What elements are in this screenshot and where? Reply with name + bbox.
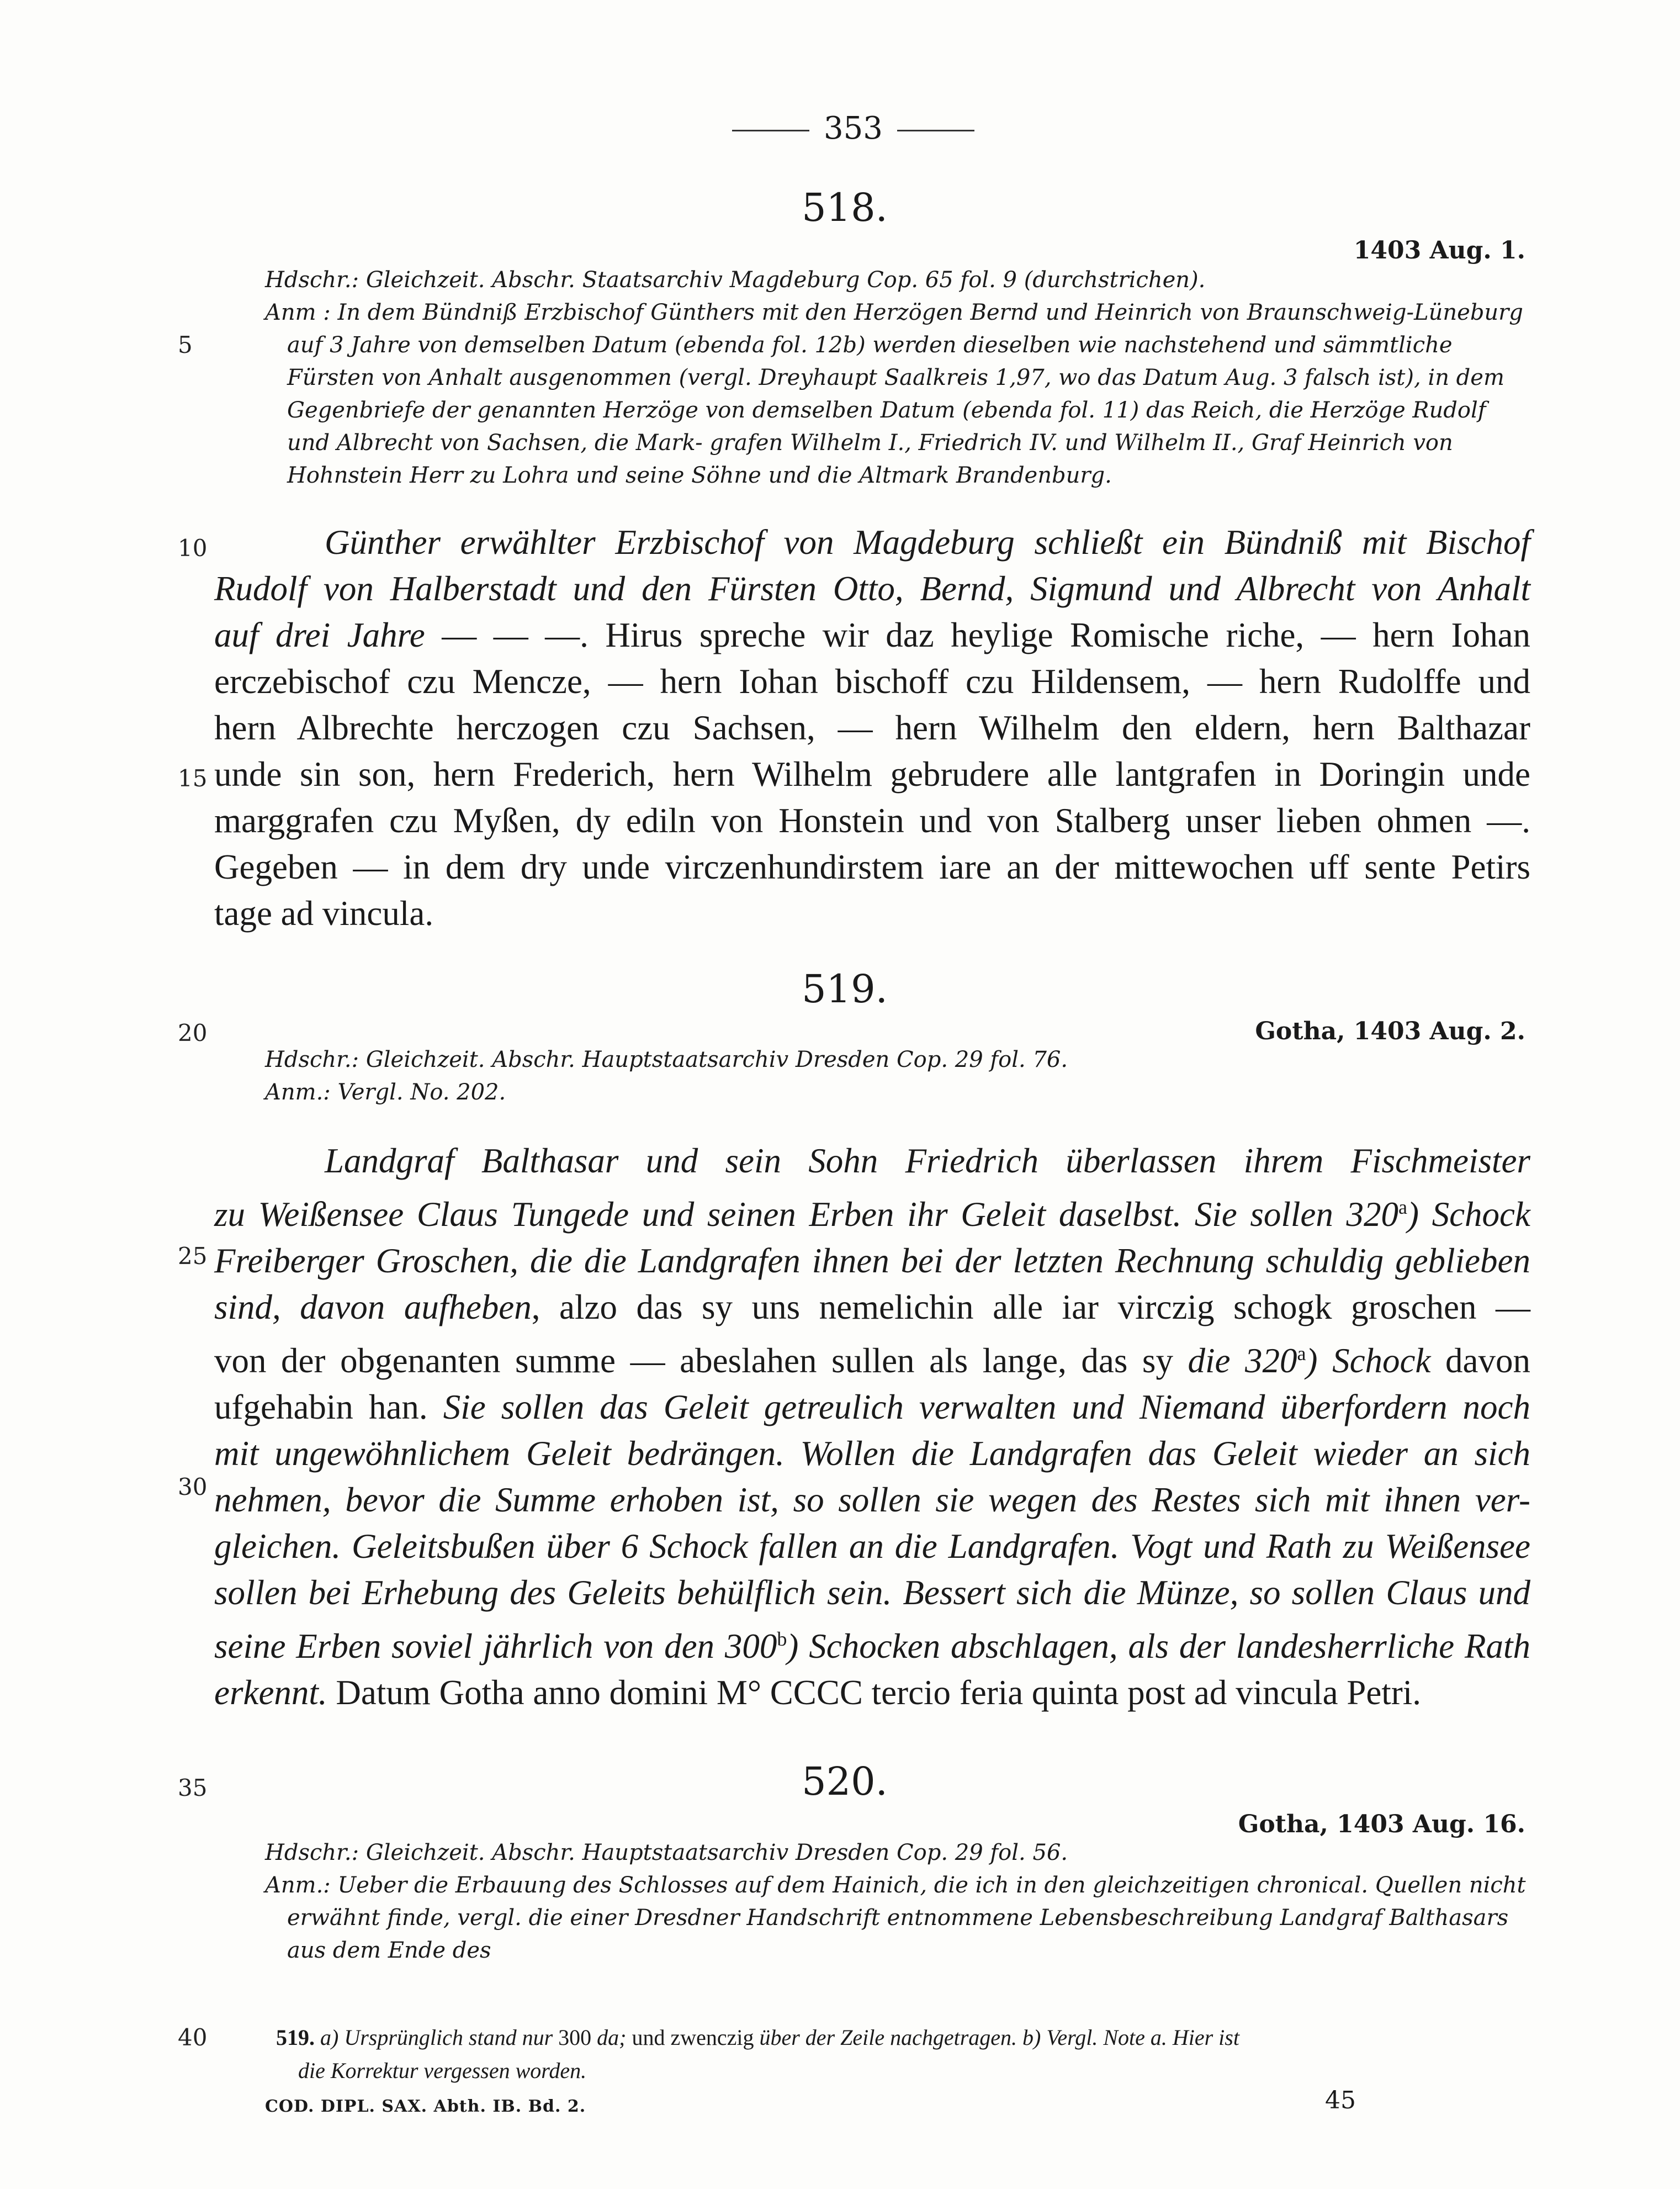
document-date: Gotha, 1403 Aug. 2. xyxy=(1255,1017,1525,1045)
annotation-note: Anm.: Vergl. No. 202. xyxy=(265,1080,506,1105)
document-date: 1403 Aug. 1. xyxy=(1353,236,1525,265)
line-number: 35 xyxy=(178,1774,208,1801)
document-number: 518. xyxy=(802,185,888,230)
line-number: 30 xyxy=(178,1473,208,1500)
source-notes xyxy=(265,1044,1529,1109)
source-notes xyxy=(265,264,1529,492)
document-date: Gotha, 1403 Aug. 16. xyxy=(1238,1810,1525,1838)
signature: COD. DIPL. SAX. Abth. IB. Bd. 2. xyxy=(265,2097,586,2116)
document-text: Günther erwählter Erzbischof von Magdeburg schließt ein Bündniß mit Bischof Rudolf von Halberstadt und den Fürsten Otto, Bernd, Sigmund und Albrecht von Anhalt auf drei Jahre — — —. Hirus spreche wir daz heylige Romische riche, — hern Iohan erczebischof czu Mencze, — hern Iohan bischoff czu Hildensem, — hern Rudolffe und hern Albrechte herczogen czu Sachsen, — hern Wilhelm den eldern, hern Balthazar unde sin son, hern Frederich, hern Wilhelm gebrudere alle lantgrafen in Doringin unde marggrafen czu Myßen, dy ediln von Honstein und von Stalberg unser lieben ohmen —. Gegeben — in dem dry unde virczenhundirstem iare an der mittewochen uff sente Petirs tage ad vincula. xyxy=(214,523,1530,933)
document-number: 519. xyxy=(802,966,888,1012)
source-notes xyxy=(265,1837,1529,1967)
manuscript-note: Hdschr.: Gleichzeit. Abschr. Staatsarchiv Magdeburg Cop. 65 fol. 9 (durchstrichen). xyxy=(265,267,1206,293)
line-number: 10 xyxy=(178,535,208,562)
line-number: 40 xyxy=(178,2024,208,2051)
annotation-note: Anm : In dem Bündniß Erzbischof Günthers mit den Herzögen Bernd und Heinrich von Braunschweig-Lüneburg auf 3 Jahre von demselben Datum (ebenda fol. 12b) werden dieselben wie nachstehend und sämmtliche Fürsten von Anhalt ausgenommen (vergl. Dreyhaupt Saalkreis 1,97, wo das Datum Aug. 3 falsch ist), in dem Gegenbriefe der genannten Herzöge von demselben Datum (ebenda fol. 11) das Reich, die Herzöge Rudolf und Albrecht von Sachsen, die Mark- grafen Wilhelm I., Friedrich IV. und Wilhelm II., Graf Heinrich von Hohnstein Herr zu Lohra und seine Söhne und die Altmark Brandenburg. xyxy=(265,300,1523,488)
line-number: 15 xyxy=(178,765,208,792)
page-number: 353 xyxy=(718,110,961,146)
manuscript-note: Hdschr.: Gleichzeit. Abschr. Hauptstaatsarchiv Dresden Cop. 29 fol. 76. xyxy=(265,1047,1068,1072)
document-number: 520. xyxy=(802,1759,888,1804)
sheet-number: 45 xyxy=(1325,2086,1356,2114)
manuscript-note: Hdschr.: Gleichzeit. Abschr. Hauptstaatsarchiv Dresden Cop. 29 fol. 56. xyxy=(265,1840,1068,1865)
document-text: Landgraf Balthasar und sein Sohn Friedrich überlassen ihrem Fischmeister zu Weißensee Claus Tungede und seinen Erben ihr Geleit daselbst. Sie sollen 320$^a$) Schock Freiberger Groschen, die die Landgrafen ihnen bei der letzten Rechnung schuldig geblieben sind, davon aufheben, alzo das sy uns nemelichin alle iar virczig schogk groschen — von der obgenanten summe — abeslahen sullen als lange, das sy die 320$^a$) Schock davon ufgehabin han. Sie sollen das Geleit getreulich verwalten und Niemand überfordern noch mit ungewöhnlichem Geleit bedrängen. Wollen die Landgrafen das Geleit wieder an sich nehmen, bevor die Summe erhoben ist, so sollen sie wegen des Restes sich mit ihnen ver- gleichen. Geleitsbußen über 6 Schock fallen an die Landgrafen. Vogt und Rath zu Weißensee sollen bei Erhebung des Geleits behülflich sein. Bessert sich die Münze, so sollen Claus und seine Erben soviel jährlich von den 300$^b$) Schocken abschlagen, als der landesherrliche Rath erkennt. Datum Gotha anno domini M° CCCC tercio feria quinta post ad vincula Petri. xyxy=(214,1141,1531,1712)
line-number: 20 xyxy=(178,1019,208,1046)
line-number: 25 xyxy=(178,1242,208,1270)
annotation-note: Anm.: Ueber die Erbauung des Schlosses auf dem Hainich, die ich in den gleichzeitigen chronical. Quellen nicht erwähnt finde, vergl. die einer Dresdner Handschrift entnommene Lebensbeschreibung Landgraf Balthasars aus dem Ende des xyxy=(265,1873,1526,1963)
footnote: 519. a) Ursprünglich stand nur 300 da; und zwenczig über der Zeile nachgetragen. b) Vergl. Note a. Hier ist die Korrektur vergessen worden. xyxy=(276,2025,1239,2083)
line-number: 5 xyxy=(178,331,193,358)
